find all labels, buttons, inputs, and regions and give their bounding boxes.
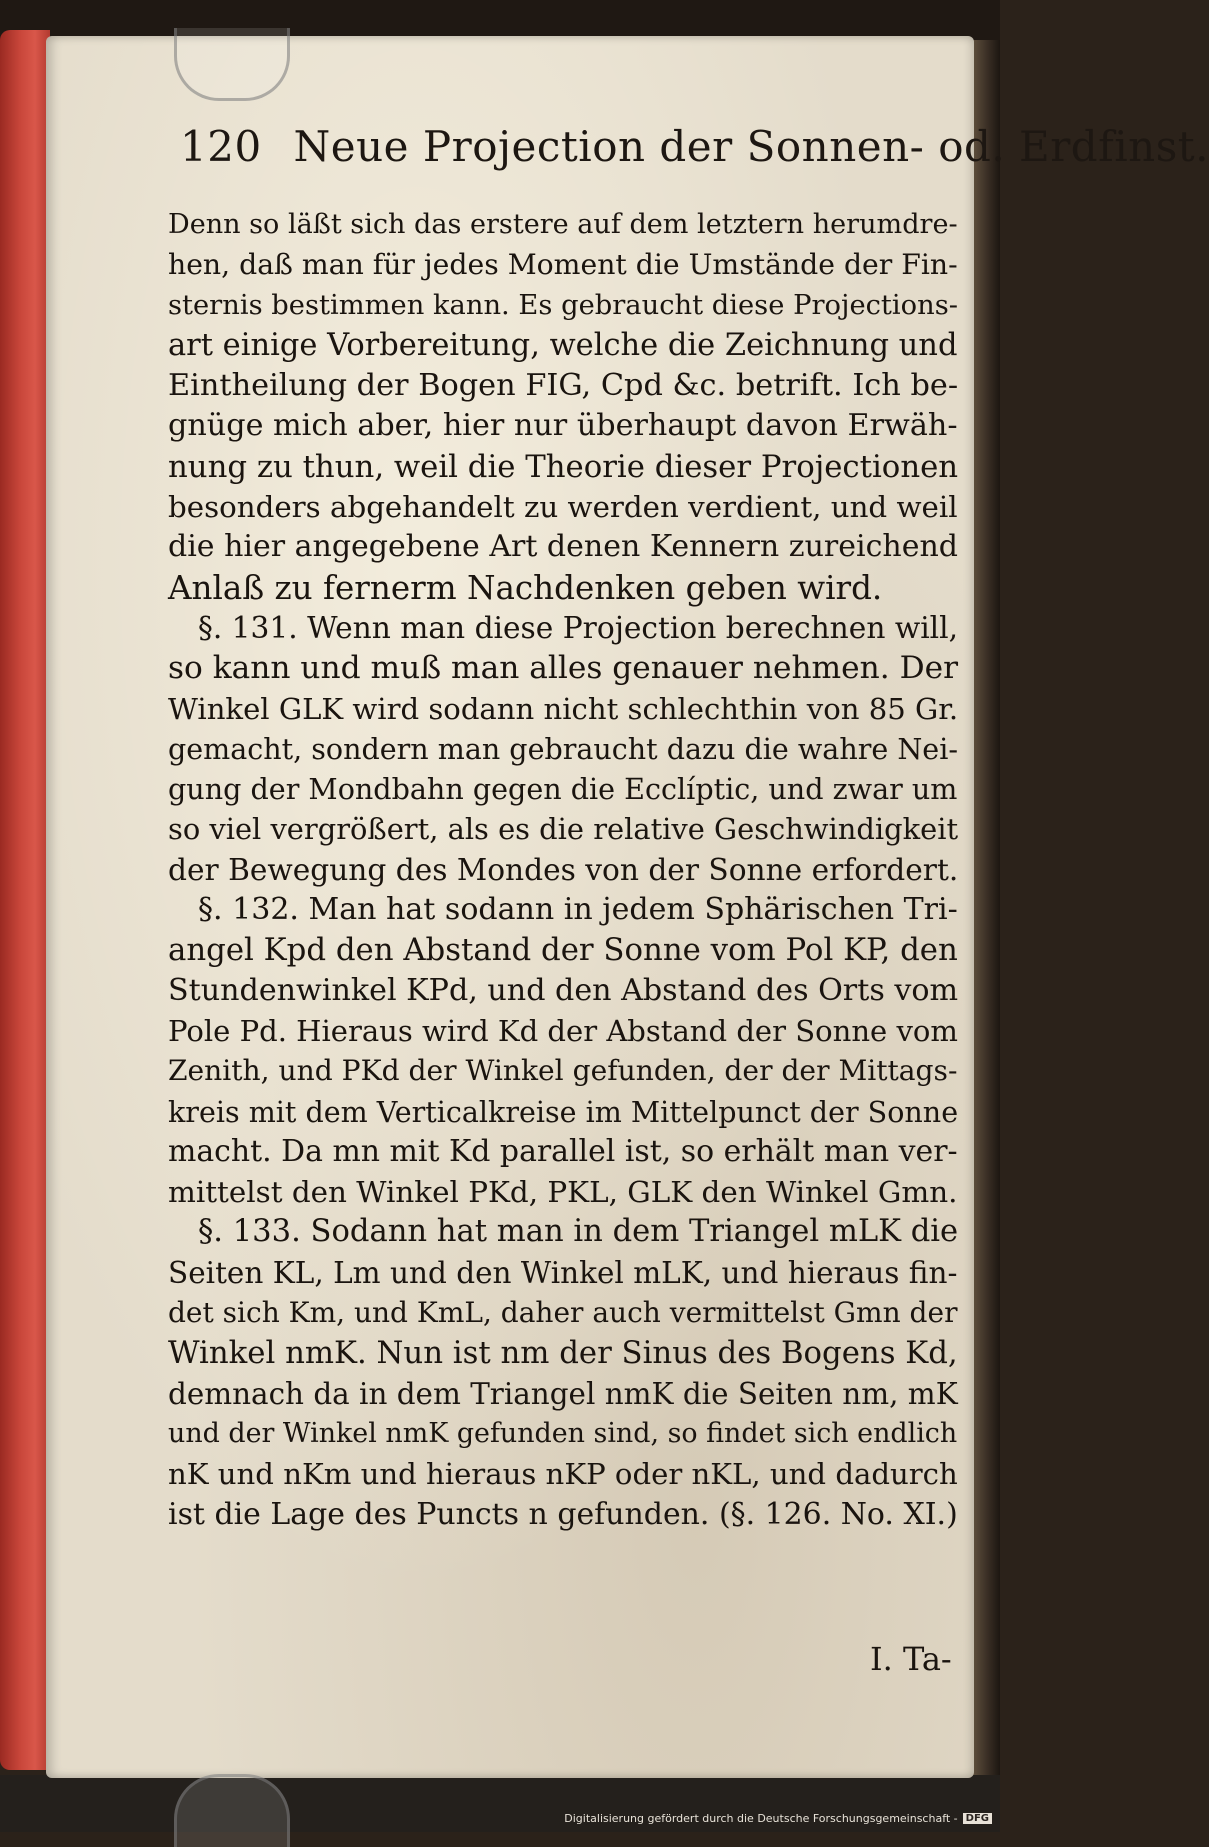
text-line: sternis bestimmen kann. Es gebraucht diese Projections- bbox=[168, 289, 958, 321]
text-line: Winkel nmK. Nun ist nm der Sinus des Bogens Kd, bbox=[168, 1335, 958, 1372]
text-line: macht. Da mn mit Kd parallel ist, so erhält man ver- bbox=[168, 1133, 958, 1169]
text-line: Stundenwinkel KPd, und den Abstand des Orts vom bbox=[168, 972, 959, 1008]
text-line: §. 132. Man hat sodann in jedem Sphärischen Tri- bbox=[198, 892, 958, 928]
text-line: §. 133. Sodann hat man in dem Triangel mLK die bbox=[198, 1214, 959, 1250]
text-line: Pole Pd. Hieraus wird Kd der Abstand der Sonne vom bbox=[168, 1013, 958, 1048]
dfg-logo: DFG bbox=[963, 1813, 992, 1824]
text-line: nung zu thun, weil die Theorie dieser Projectionen bbox=[168, 448, 959, 485]
text-line: kreis mit dem Verticalkreise im Mittelpunct der Sonne bbox=[168, 1094, 959, 1129]
text-line: Winkel GLK wird sodann nicht schlechthin von 85 Gr. bbox=[168, 691, 959, 726]
text-line: hen, daß man für jedes Moment die Umstände der Fin- bbox=[168, 248, 958, 282]
text-line: Seiten KL, Lm und den Winkel mLK, und hieraus fin- bbox=[168, 1255, 958, 1290]
text-line: §. 131. Wenn man diese Projection berechnen will, bbox=[198, 609, 959, 645]
text-line: Zenith, und PKd der Winkel gefunden, der der Mittags- bbox=[168, 1054, 958, 1088]
catchword: I. Ta- bbox=[870, 1640, 952, 1678]
running-title: Neue Projection der Sonnen- od. Erdfinst. bbox=[293, 122, 1209, 171]
text-line: besonders abgehandelt zu werden verdient, und weil bbox=[168, 490, 958, 525]
digitization-credit bbox=[564, 1812, 992, 1825]
text-line: demnach da in dem Triangel nmK die Seiten nm, mK bbox=[168, 1376, 958, 1411]
text-line: die hier angegebene Art denen Kennern zureichend bbox=[168, 529, 958, 565]
page-clip-top bbox=[174, 28, 290, 101]
text-line: so kann und muß man alles genauer nehmen. Der bbox=[168, 650, 959, 687]
text-line: und der Winkel nmK gefunden sind, so findet sich endlich bbox=[168, 1417, 958, 1449]
text-line: Anlaß zu fernerm Nachdenken geben wird. bbox=[168, 568, 883, 607]
page-number: 120 bbox=[180, 122, 262, 171]
text-line: gung der Mondbahn gegen die Ecclíptic, und zwar um bbox=[168, 772, 958, 807]
text-line: ist die Lage des Puncts n gefunden. (§. 126. No. XI.) bbox=[168, 1496, 958, 1532]
running-header bbox=[180, 122, 1209, 171]
credit-text: Digitalisierung gefördert durch die Deutsche Forschungsgemeinschaft - bbox=[564, 1812, 958, 1825]
text-line: nK und nKm und hieraus nKP oder nKL, und dadurch bbox=[168, 1457, 958, 1492]
text-line: det sich Km, und KmL, daher auch vermittelst Gmn der bbox=[168, 1296, 958, 1330]
text-line: gemacht, sondern man gebraucht dazu die wahre Nei- bbox=[168, 731, 958, 766]
scan-top-border bbox=[0, 0, 1000, 40]
text-line: der Bewegung des Mondes von der Sonne erfordert. bbox=[168, 851, 959, 887]
body-text bbox=[168, 205, 968, 1535]
text-line: Denn so läßt sich das erstere auf dem letztern herumdre- bbox=[168, 209, 958, 240]
text-line: Eintheilung der Bogen FIG, Cpd &c. betrift. Ich be- bbox=[168, 368, 959, 404]
text-line: mittelst den Winkel PKd, PKL, GLK den Winkel Gmn. bbox=[168, 1175, 958, 1210]
text-line: so viel vergrößert, als es die relative Geschwindigkeit bbox=[168, 812, 959, 847]
text-line: gnüge mich aber, hier nur überhaupt davon Erwäh- bbox=[168, 408, 958, 444]
text-line: angel Kpd den Abstand der Sonne vom Pol KP, den bbox=[168, 932, 958, 969]
text-line: art einige Vorbereitung, welche die Zeichnung und bbox=[168, 327, 958, 363]
page-clip-bottom bbox=[174, 1774, 290, 1847]
book-red-edge bbox=[0, 30, 50, 1770]
